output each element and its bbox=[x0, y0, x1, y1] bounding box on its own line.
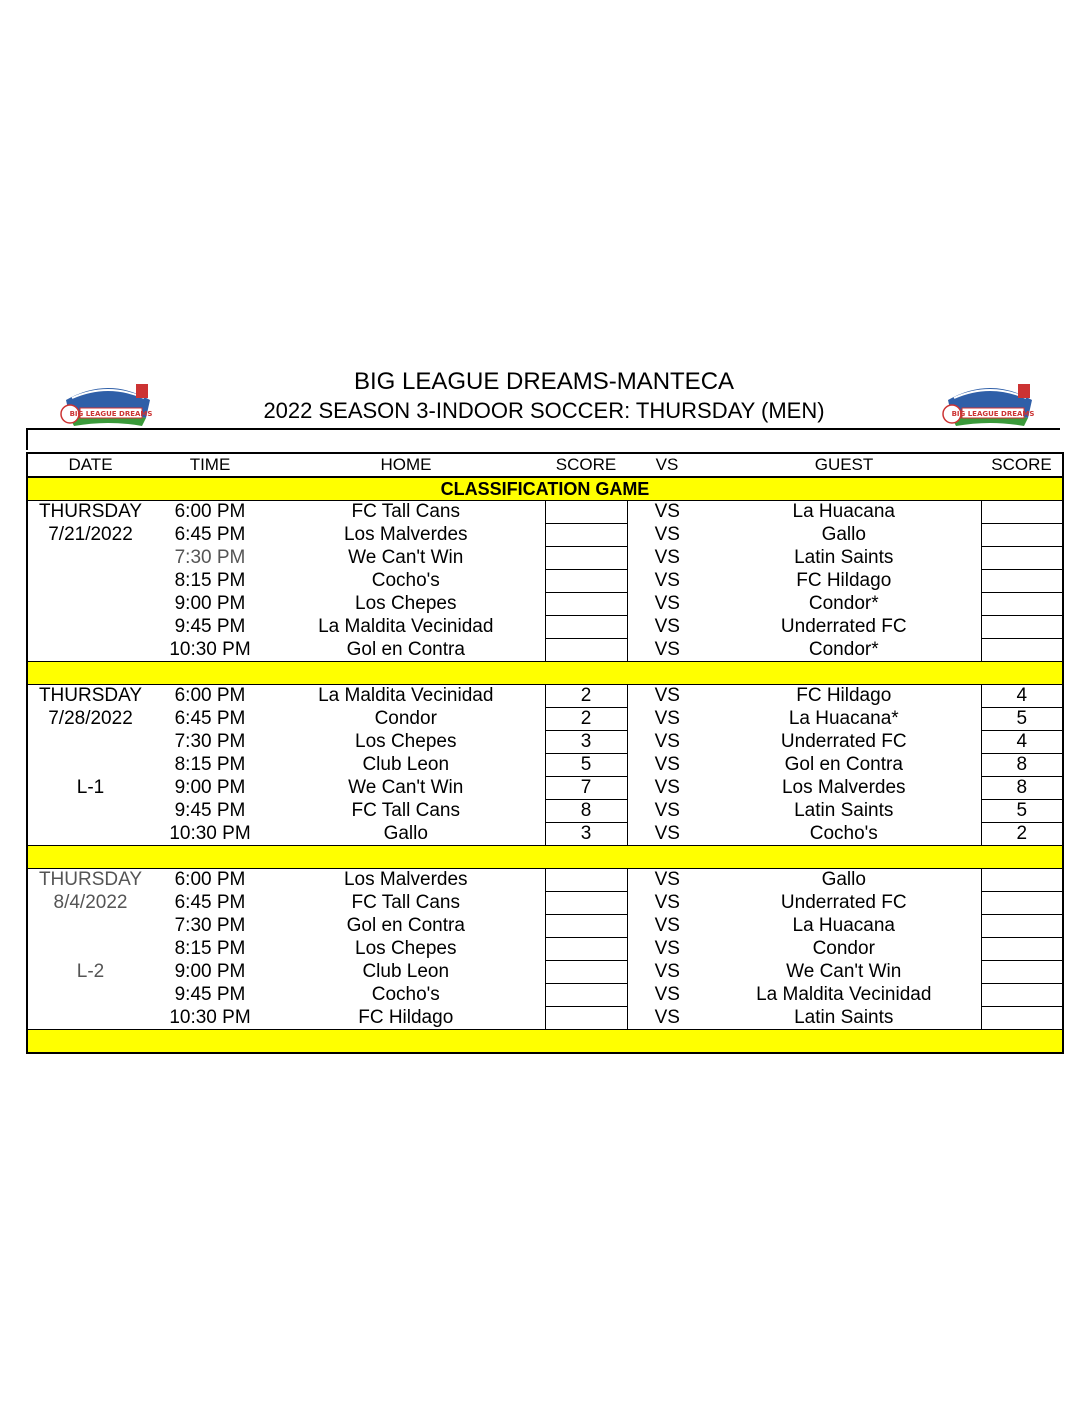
home-team: FC Tall Cans bbox=[351, 800, 460, 821]
col-guest-score: SCORE bbox=[981, 453, 1063, 477]
col-home-score: SCORE bbox=[545, 453, 627, 477]
home-team: Club Leon bbox=[362, 961, 450, 982]
table-row bbox=[27, 501, 1063, 524]
guest-score: 2 bbox=[981, 823, 1063, 846]
guest-team: Latin Saints bbox=[794, 800, 894, 821]
guest-team: We Can't Win bbox=[786, 961, 902, 982]
separator-bar bbox=[27, 846, 1063, 869]
day-cell: THURSDAY bbox=[38, 685, 143, 707]
separator-bar bbox=[27, 1030, 1063, 1054]
date-cell: 7/21/2022 bbox=[48, 524, 133, 545]
guest-score: 4 bbox=[981, 685, 1063, 708]
guest-team: La Huacana bbox=[792, 501, 895, 523]
table-row bbox=[27, 961, 1063, 984]
home-score: 2 bbox=[545, 708, 627, 731]
vs-label: VS bbox=[654, 822, 680, 844]
home-score bbox=[545, 570, 627, 593]
guest-team: La Huacana* bbox=[788, 708, 899, 729]
guest-team: Gol en Contra bbox=[784, 754, 903, 775]
guest-team: Underrated FC bbox=[780, 731, 907, 752]
date-cell bbox=[27, 754, 153, 777]
guest-team: FC Hildago bbox=[796, 570, 892, 591]
time-cell: 6:45 PM bbox=[174, 524, 246, 545]
table-row bbox=[27, 570, 1063, 593]
time-cell: 10:30 PM bbox=[169, 1006, 251, 1028]
table-row bbox=[27, 547, 1063, 570]
vs-label: VS bbox=[654, 961, 680, 982]
vs-label: VS bbox=[654, 938, 680, 959]
week-note: L-1 bbox=[76, 777, 105, 798]
vs-label: VS bbox=[654, 524, 680, 545]
time-cell: 9:00 PM bbox=[174, 593, 246, 614]
home-team: Los Chepes bbox=[355, 593, 457, 614]
col-vs: VS bbox=[627, 453, 707, 477]
home-score: 3 bbox=[545, 731, 627, 754]
guest-team: La Maldita Vecinidad bbox=[756, 984, 932, 1005]
home-team: FC Tall Cans bbox=[351, 892, 460, 913]
home-team: La Maldita Vecinidad bbox=[318, 616, 494, 637]
guest-score bbox=[981, 1007, 1063, 1030]
separator-bar bbox=[27, 662, 1063, 685]
time-cell: 9:00 PM bbox=[174, 777, 246, 798]
vs-label: VS bbox=[654, 984, 680, 1005]
guest-team: Cocho's bbox=[809, 822, 878, 844]
home-team: Gol en Contra bbox=[346, 915, 465, 936]
guest-score bbox=[981, 501, 1063, 524]
home-score bbox=[545, 915, 627, 938]
week-separator bbox=[27, 662, 1063, 685]
home-team: Club Leon bbox=[362, 754, 450, 775]
guest-score bbox=[981, 892, 1063, 915]
classification-banner-row bbox=[27, 477, 1063, 501]
date-cell bbox=[27, 938, 153, 961]
week-separator bbox=[27, 846, 1063, 869]
guest-team: Underrated FC bbox=[780, 616, 907, 637]
guest-score bbox=[981, 639, 1063, 662]
home-score bbox=[545, 593, 627, 616]
time-cell: 7:30 PM bbox=[174, 731, 246, 752]
day-cell: THURSDAY bbox=[38, 869, 143, 891]
vs-label: VS bbox=[654, 593, 680, 614]
home-team: Gol en Contra bbox=[346, 638, 465, 660]
vs-label: VS bbox=[654, 777, 680, 798]
home-score bbox=[545, 639, 627, 662]
table-row bbox=[27, 754, 1063, 777]
date-cell bbox=[27, 593, 153, 616]
home-score bbox=[545, 524, 627, 547]
home-team: FC Tall Cans bbox=[351, 501, 460, 523]
home-score bbox=[545, 1007, 627, 1030]
vs-label: VS bbox=[654, 708, 680, 729]
svg-text:BIG LEAGUE DREAMS: BIG LEAGUE DREAMS bbox=[951, 410, 1035, 418]
schedule-table bbox=[26, 452, 1064, 1054]
col-date: DATE bbox=[27, 453, 153, 477]
home-team: Los Malverdes bbox=[343, 869, 468, 891]
vs-label: VS bbox=[654, 892, 680, 913]
time-cell: 8:15 PM bbox=[174, 570, 246, 591]
table-row bbox=[27, 777, 1063, 800]
vs-label: VS bbox=[654, 754, 680, 775]
vs-label: VS bbox=[654, 501, 680, 523]
vs-label: VS bbox=[654, 616, 680, 637]
guest-team: Latin Saints bbox=[794, 1006, 894, 1028]
guest-team: Gallo bbox=[821, 869, 866, 891]
vs-label: VS bbox=[654, 547, 680, 568]
date-cell bbox=[27, 823, 153, 846]
big-league-dreams-logo bbox=[56, 378, 160, 430]
table-row bbox=[27, 1007, 1063, 1030]
day-cell: THURSDAY bbox=[38, 501, 143, 523]
vs-label: VS bbox=[654, 1006, 680, 1028]
guest-score bbox=[981, 570, 1063, 593]
col-time: TIME bbox=[153, 453, 267, 477]
guest-score bbox=[981, 593, 1063, 616]
home-score bbox=[545, 869, 627, 892]
table-row bbox=[27, 823, 1063, 846]
guest-score bbox=[981, 984, 1063, 1007]
home-team: Los Chepes bbox=[355, 731, 457, 752]
home-team: FC Hildago bbox=[358, 1006, 454, 1028]
guest-team: Condor* bbox=[808, 638, 879, 660]
home-score: 8 bbox=[545, 800, 627, 823]
table-row bbox=[27, 616, 1063, 639]
big-league-dreams-logo bbox=[938, 378, 1042, 430]
home-team: Los Chepes bbox=[355, 938, 457, 959]
week-note: L-2 bbox=[76, 961, 105, 982]
svg-text:BIG LEAGUE DREAMS: BIG LEAGUE DREAMS bbox=[69, 410, 153, 418]
page-title: BIG LEAGUE DREAMS-MANTECA bbox=[353, 368, 735, 395]
guest-score: 4 bbox=[981, 731, 1063, 754]
date-cell bbox=[27, 984, 153, 1007]
time-cell: 9:45 PM bbox=[174, 616, 246, 637]
guest-score bbox=[981, 869, 1063, 892]
home-team: Gallo bbox=[383, 822, 428, 844]
table-row bbox=[27, 938, 1063, 961]
home-team: Cocho's bbox=[371, 570, 440, 591]
guest-team: Condor* bbox=[808, 593, 879, 614]
time-cell: 7:30 PM bbox=[174, 915, 246, 936]
vs-label: VS bbox=[654, 570, 680, 591]
table-row bbox=[27, 984, 1063, 1007]
home-team: We Can't Win bbox=[348, 547, 464, 568]
table-row bbox=[27, 800, 1063, 823]
guest-score bbox=[981, 938, 1063, 961]
table-row bbox=[27, 915, 1063, 938]
guest-team: Condor bbox=[812, 938, 875, 959]
table-row bbox=[27, 869, 1063, 892]
date-cell bbox=[27, 1007, 153, 1030]
classification-banner: CLASSIFICATION GAME bbox=[27, 477, 1063, 501]
guest-team: Underrated FC bbox=[780, 892, 907, 913]
time-cell: 6:00 PM bbox=[174, 685, 246, 707]
home-score bbox=[545, 938, 627, 961]
table-row bbox=[27, 731, 1063, 754]
table-row bbox=[27, 708, 1063, 731]
guest-team: Gallo bbox=[821, 524, 866, 545]
date-cell: 7/28/2022 bbox=[48, 708, 133, 729]
time-cell: 7:30 PM bbox=[174, 547, 246, 568]
vs-label: VS bbox=[654, 638, 680, 660]
home-score bbox=[545, 616, 627, 639]
page-subtitle: 2022 SEASON 3-INDOOR SOCCER: THURSDAY (MEN) bbox=[263, 398, 825, 423]
date-cell bbox=[27, 616, 153, 639]
time-cell: 6:00 PM bbox=[174, 501, 246, 523]
table-row bbox=[27, 593, 1063, 616]
home-score: 2 bbox=[545, 685, 627, 708]
time-cell: 6:45 PM bbox=[174, 708, 246, 729]
home-team: La Maldita Vecinidad bbox=[318, 685, 494, 707]
time-cell: 9:45 PM bbox=[174, 984, 246, 1005]
time-cell: 9:00 PM bbox=[174, 961, 246, 982]
guest-team: FC Hildago bbox=[796, 685, 892, 707]
vs-label: VS bbox=[654, 731, 680, 752]
table-row bbox=[27, 685, 1063, 708]
time-cell: 8:15 PM bbox=[174, 938, 246, 959]
date-cell bbox=[27, 800, 153, 823]
home-score bbox=[545, 501, 627, 524]
home-score: 3 bbox=[545, 823, 627, 846]
time-cell: 10:30 PM bbox=[169, 822, 251, 844]
guest-score: 5 bbox=[981, 708, 1063, 731]
home-score bbox=[545, 984, 627, 1007]
time-cell: 8:15 PM bbox=[174, 754, 246, 775]
table-row bbox=[27, 892, 1063, 915]
week-separator bbox=[27, 1030, 1063, 1054]
home-team: Cocho's bbox=[371, 984, 440, 1005]
home-team: Los Malverdes bbox=[343, 524, 468, 545]
home-score: 5 bbox=[545, 754, 627, 777]
guest-team: Los Malverdes bbox=[781, 777, 906, 798]
home-score: 7 bbox=[545, 777, 627, 800]
col-guest: GUEST bbox=[707, 453, 981, 477]
date-cell bbox=[27, 915, 153, 938]
col-home: HOME bbox=[267, 453, 545, 477]
guest-score: 8 bbox=[981, 754, 1063, 777]
home-score bbox=[545, 892, 627, 915]
table-row bbox=[27, 524, 1063, 547]
column-header-row bbox=[27, 453, 1063, 477]
time-cell: 6:45 PM bbox=[174, 892, 246, 913]
header-frame bbox=[26, 428, 1060, 450]
date-cell bbox=[27, 570, 153, 593]
vs-label: VS bbox=[654, 685, 680, 707]
vs-label: VS bbox=[654, 915, 680, 936]
guest-score bbox=[981, 616, 1063, 639]
table-row bbox=[27, 639, 1063, 662]
guest-team: La Huacana bbox=[792, 915, 895, 936]
time-cell: 9:45 PM bbox=[174, 800, 246, 821]
guest-team: Latin Saints bbox=[794, 547, 894, 568]
home-team: Condor bbox=[374, 708, 437, 729]
vs-label: VS bbox=[654, 869, 680, 891]
date-cell: 8/4/2022 bbox=[53, 892, 128, 913]
home-team: We Can't Win bbox=[348, 777, 464, 798]
time-cell: 10:30 PM bbox=[169, 638, 251, 660]
date-cell bbox=[27, 547, 153, 570]
guest-score: 5 bbox=[981, 800, 1063, 823]
time-cell: 6:00 PM bbox=[174, 869, 246, 891]
home-score bbox=[545, 547, 627, 570]
vs-label: VS bbox=[654, 800, 680, 821]
date-cell bbox=[27, 731, 153, 754]
guest-score bbox=[981, 547, 1063, 570]
home-score bbox=[545, 961, 627, 984]
guest-score bbox=[981, 524, 1063, 547]
date-cell bbox=[27, 639, 153, 662]
guest-score: 8 bbox=[981, 777, 1063, 800]
guest-score bbox=[981, 961, 1063, 984]
guest-score bbox=[981, 915, 1063, 938]
